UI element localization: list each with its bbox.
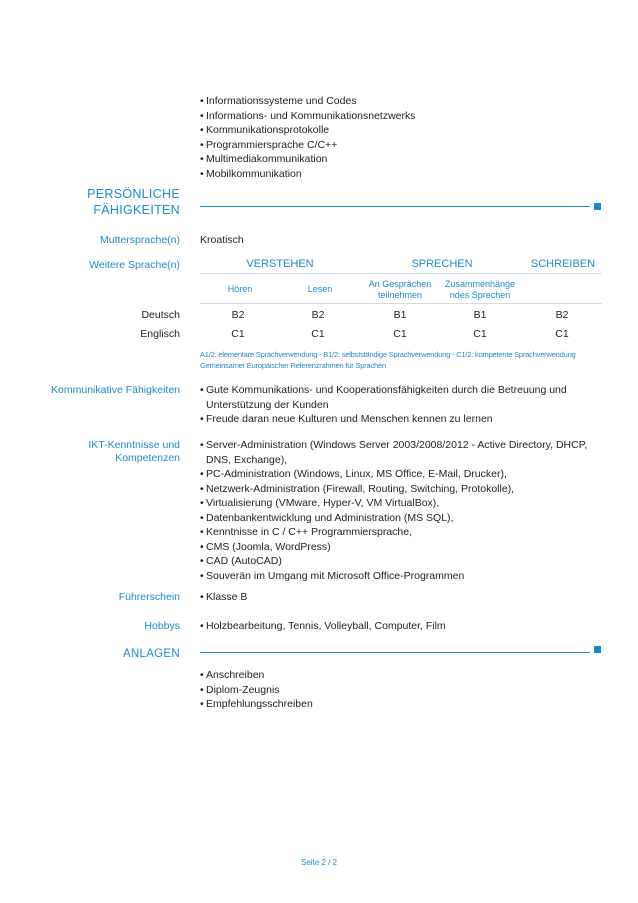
level-listening: B2 (231, 309, 245, 321)
list-item: • Datenbankentwicklung und Administration (MS SQL), (200, 511, 605, 526)
list-item: • Diplom-Zeugnis (200, 683, 500, 698)
communication-list (200, 383, 570, 427)
subheader-interaction (356, 279, 444, 301)
ict-label (88, 439, 180, 465)
level-production: B1 (473, 309, 487, 321)
attachments-list (200, 668, 500, 712)
header-understanding: VERSTEHEN (246, 258, 314, 270)
ict-list (200, 438, 605, 583)
subheader-line: Zusammenhänge (444, 279, 516, 289)
level-reading: C1 (311, 328, 325, 340)
other-languages-label: Weitere Sprache(n) (89, 259, 180, 271)
license-list (200, 590, 500, 605)
level-interaction: B1 (393, 309, 407, 321)
subheader-line: An Gesprächen (368, 279, 432, 289)
language-name: Englisch (140, 328, 180, 340)
level-production: C1 (473, 328, 487, 340)
hobbies-label: Hobbys (144, 620, 180, 632)
note-line: Gemeinsamer Europäischer Referenzrahmen für Sprachen (200, 361, 386, 370)
list-item: • Kenntnisse in C / C++ Programmiersprache, (200, 525, 605, 540)
subheader-listening: Hören (227, 284, 253, 294)
level-writing: C1 (555, 328, 569, 340)
note-line: A1/2: elementare Sprachverwendung - B1/2: selbstständige Sprachverwendung - C1/2: kompetente Sprachverwendung (200, 350, 576, 359)
table-divider (200, 273, 602, 274)
language-level-note (200, 349, 605, 371)
table-divider (200, 303, 602, 304)
subheader-production (436, 279, 524, 301)
license-label: Führerschein (118, 591, 180, 603)
list-item: • Klasse B (200, 590, 500, 605)
list-item: • Holzbearbeitung, Tennis, Volleyball, Computer, Film (200, 619, 580, 634)
hobbies-list (200, 619, 580, 634)
list-item: • Informationssysteme und Codes (200, 94, 600, 109)
section-title-line: PERSÖNLICHE (87, 187, 180, 201)
list-item: • Souverän im Umgang mit Microsoft Office-Programmen (200, 569, 605, 584)
list-item: • PC-Administration (Windows, Linux, MS Office, E-Mail, Drucker), (200, 467, 605, 482)
page-number: Seite 2 / 2 (300, 858, 338, 867)
list-item: • Gute Kommunikations- und Kooperationsfähigkeiten durch die Betreuung und Unterstützung der Kunden (200, 383, 570, 412)
list-item: • Virtualisierung (VMware, Hyper-V, VM VirtualBox), (200, 496, 605, 511)
list-item: • Mobilkommunikation (200, 167, 600, 182)
list-item: • Multimediakommunikation (200, 152, 600, 167)
section-title-line: FÄHIGKEITEN (93, 203, 180, 217)
communication-label: Kommunikative Fähigkeiten (51, 384, 180, 396)
level-interaction: C1 (393, 328, 407, 340)
list-item: • Informations- und Kommunikationsnetzwerks (200, 109, 600, 124)
section-marker-icon (594, 203, 601, 210)
list-item: • CMS (Joomla, WordPress) (200, 540, 605, 555)
list-item: • Anschreiben (200, 668, 500, 683)
section-divider (200, 206, 590, 207)
section-divider (200, 652, 590, 653)
section-marker-icon (594, 646, 601, 653)
list-item: • Freude daran neue Kulturen und Menschen kennen zu lernen (200, 412, 570, 427)
level-writing: B2 (555, 309, 569, 321)
subheader-line: ndes Sprechen (449, 290, 511, 300)
ict-label-line: Kompetenzen (115, 452, 180, 464)
list-item: • Netzwerk-Administration (Firewall, Routing, Switching, Protokolle), (200, 482, 605, 497)
education-topics-list (200, 94, 600, 181)
list-item: • Server-Administration (Windows Server 2003/2008/2012 - Active Directory, DHCP, DNS, Exchange), (200, 438, 605, 467)
header-speaking: SPRECHEN (411, 258, 473, 270)
list-item: • CAD (AutoCAD) (200, 554, 605, 569)
mother-tongue-value: Kroatisch (200, 234, 244, 246)
mother-tongue-label: Muttersprache(n) (100, 234, 180, 246)
list-item: • Kommunikationsprotokolle (200, 123, 600, 138)
ict-label-line: IKT-Kenntnisse und (88, 439, 180, 451)
level-reading: B2 (311, 309, 325, 321)
level-listening: C1 (231, 328, 245, 340)
list-item: • Programmiersprache C/C++ (200, 138, 600, 153)
language-name: Deutsch (141, 309, 180, 321)
list-item: • Empfehlungsschreiben (200, 697, 500, 712)
subheader-line: teilnehmen (377, 290, 423, 300)
header-writing: SCHREIBEN (530, 258, 596, 270)
subheader-reading: Lesen (307, 284, 333, 294)
section-title-personal-skills (87, 186, 180, 218)
section-title-attachments: ANLAGEN (122, 648, 180, 660)
